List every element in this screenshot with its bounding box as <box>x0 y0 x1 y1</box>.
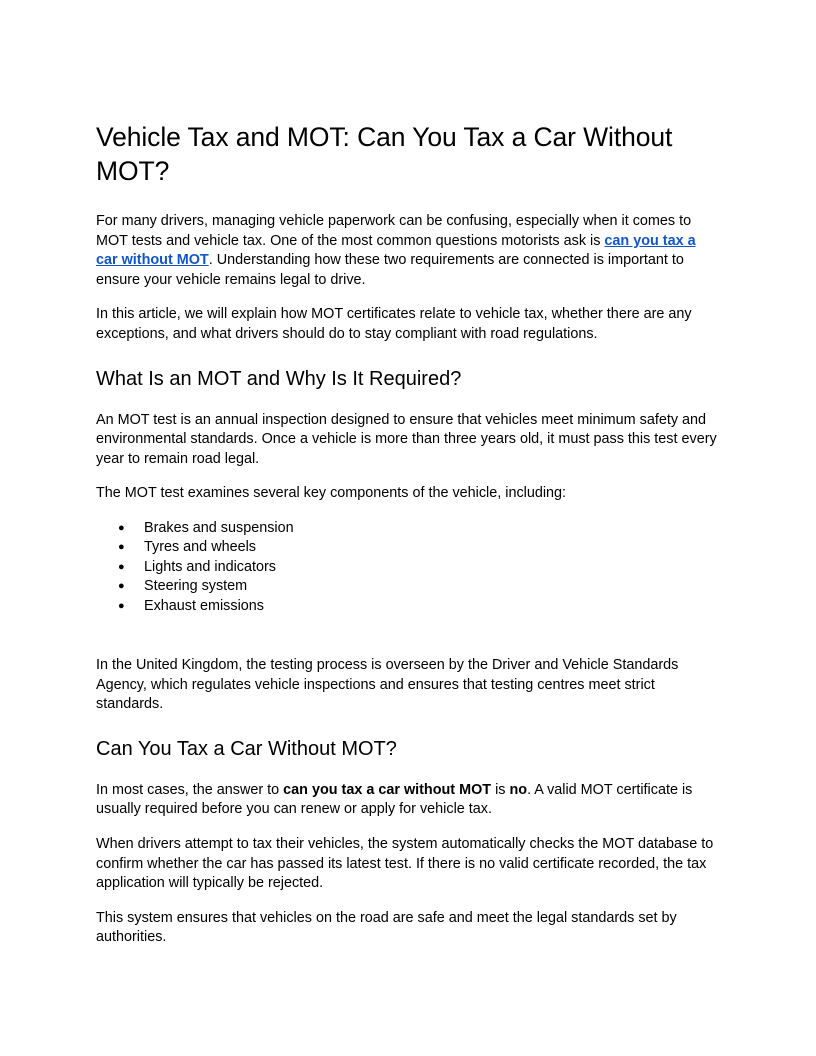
list-item-text: Tyres and wheels <box>144 539 256 556</box>
tax-without-mot-link[interactable]: can you tax a car without MOT <box>96 232 696 269</box>
tax-text-mid: is <box>491 781 510 798</box>
bullet-icon: ● <box>118 541 125 554</box>
tax-text-after: . A valid MOT certificate is usually required before you can renew or apply for vehicle tax. <box>96 781 693 818</box>
bullet-icon: ● <box>118 521 125 534</box>
intro-paragraph-2: In this article, we will explain how MOT certificates relate to vehicle tax, whether there are any exceptions, and what drivers should do to stay compliant with road regulations. <box>96 306 692 342</box>
list-item <box>96 577 720 596</box>
page-title: Vehicle Tax and MOT: Can You Tax a Car Without MOT? <box>96 122 673 186</box>
blank-line <box>96 631 720 656</box>
mot-paragraph-1: An MOT test is an annual inspection designed to ensure that vehicles meet minimum safety and environmental standards. Once a vehicle is more than three years old, it must pass this test every year to remain road legal. <box>96 411 717 467</box>
bullet-icon: ● <box>118 599 125 612</box>
list-item-text: Exhaust emissions <box>144 597 264 614</box>
section-heading-what-is-mot: What Is an MOT and Why Is It Required? <box>96 367 462 390</box>
list-item-text: Lights and indicators <box>144 558 276 575</box>
list-item <box>96 519 720 538</box>
tax-paragraph-1 <box>96 781 720 820</box>
intro-text-before-link: For many drivers, managing vehicle paperwork can be confusing, especially when it comes to MOT tests and vehicle tax. One of the most common questions motorists ask is <box>96 213 692 249</box>
tax-paragraph-2: When drivers attempt to tax their vehicles, the system automatically checks the MOT database to confirm whether the car has passed its latest test. If there is no valid certificate recorded, the tax application will typically be rejected. <box>96 835 714 892</box>
mot-paragraph-2: The MOT test examines several key components of the vehicle, including: <box>96 485 567 502</box>
list-item-text: Brakes and suspension <box>144 519 294 536</box>
mot-paragraph-3: In the United Kingdom, the testing process is overseen by the Driver and Vehicle Standards Agency, which regulates vehicle inspections and ensures that testing centres meet strict standards. <box>96 656 679 713</box>
list-item <box>96 538 720 557</box>
list-item <box>96 597 720 616</box>
intro-text-after-link: . Understanding how these two requirements are connected is important to ensure your vehicle remains legal to drive. <box>96 252 684 288</box>
list-item-text: Steering system <box>144 578 248 595</box>
list-item <box>96 558 720 577</box>
tax-paragraph-3: This system ensures that vehicles on the road are safe and meet the legal standards set by authorities. <box>96 909 677 946</box>
mot-components-list <box>96 519 720 616</box>
intro-paragraph-1 <box>96 212 720 290</box>
bold-answer: no <box>509 781 528 798</box>
bullet-icon: ● <box>118 580 125 593</box>
bullet-icon: ● <box>118 560 125 573</box>
document-page <box>96 120 720 963</box>
tax-text-before: In most cases, the answer to <box>96 781 284 798</box>
section-heading-can-you-tax: Can You Tax a Car Without MOT? <box>96 737 397 760</box>
bold-question: can you tax a car without MOT <box>283 781 492 798</box>
